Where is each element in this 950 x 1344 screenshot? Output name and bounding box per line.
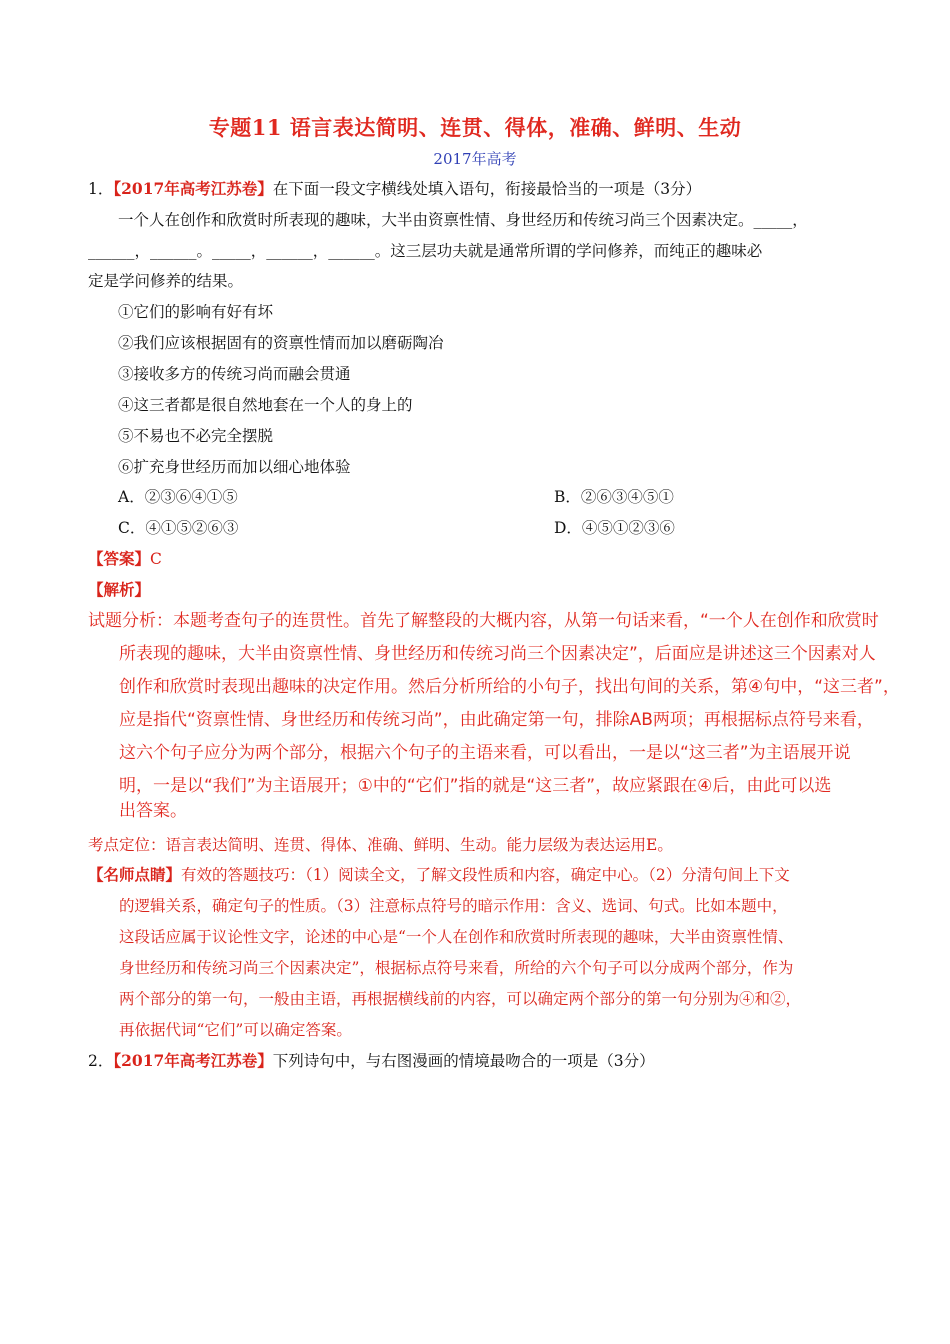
analysis-line: 所表现的趣味，大半由资禀性情、身世经历和传统习尚三个因素决定”，后面应是讲述这三个因素对人 (119, 644, 876, 664)
question-number: 2． (88, 1052, 114, 1070)
analysis-line: 试题分析：本题考查句子的连贯性。首先了解整段的大概内容，从第一句话来看，“一个人在创作和欣赏时 (88, 611, 879, 631)
list-item: ②我们应该根据固有的资禀性情而加以磨砺陶冶 (118, 334, 444, 352)
option-d: D．④⑤①②③⑥ (554, 519, 675, 537)
question-2-header (88, 1050, 655, 1072)
option-a: A．②③⑥④①⑤ (118, 488, 238, 506)
analysis-line: 出答案。 (119, 801, 187, 821)
tip-line: 这段话应属于议论性文字，论述的中心是“一个人在创作和欣赏时所表现的趣味，大半由资禀性情、 (119, 928, 794, 946)
question-source: 【2017年高考江苏卷】 (113, 1051, 273, 1070)
question-stem: 在下面一段文字横线处填入语句，衔接最恰当的一项是（3分） (272, 180, 702, 198)
passage-line: ______，______。_____，______，______。这三层功夫就是通常所谓的学问修养，而纯正的趣味必 (88, 242, 763, 260)
list-item: ⑥扩充身世经历而加以细心地体验 (118, 458, 351, 476)
analysis-label: 【解析】 (88, 580, 151, 599)
tip-line: 两个部分的第一句，一般由主语，再根据横线前的内容，可以确定两个部分的第一句分别为④和②， (119, 990, 802, 1008)
tip-line: 身世经历和传统习尚三个因素决定”，根据标点符号来看，所给的六个句子可以分成两个部分，作为 (119, 959, 794, 977)
tip-line: 再依据代词“它们”可以确定答案。 (119, 1021, 352, 1039)
analysis-line: 创作和欣赏时表现出趣味的决定作用。然后分析所给的小句子，找出句间的关系，第④句中，“这三者”， (119, 677, 900, 697)
list-item: ③接收多方的传统习尚而融会贯通 (118, 365, 351, 383)
list-item: ⑤不易也不必完全摆脱 (118, 427, 274, 445)
passage-line: 定是学问修养的结果。 (88, 272, 244, 290)
question-number: 1． (88, 180, 114, 198)
tip-line (88, 864, 790, 886)
question-1-header (88, 178, 701, 200)
passage-line: 一个人在创作和欣赏时所表现的趣味，大半由资禀性情、身世经历和传统习尚三个因素决定。_____， (118, 211, 808, 229)
tip-text: 有效的答题技巧：（1）阅读全文，了解文段性质和内容，确定中心。（2）分清句间上下文 (181, 866, 790, 884)
page-title: 专题11 语言表达简明、连贯、得体，准确、鲜明、生动 (208, 115, 742, 140)
option-b: B．②⑥③④⑤① (554, 488, 674, 506)
kaodian-line: 考点定位：语言表达简明、连贯、得体、准确、鲜明、生动。能力层级为表达运用E。 (88, 836, 673, 854)
analysis-line: 应是指代“资禀性情、身世经历和传统习尚”，由此确定第一句，排除AB两项；再根据标点符号来看， (119, 710, 874, 730)
list-item: ④这三者都是很自然地套在一个人的身上的 (118, 396, 413, 414)
question-source: 【2017年高考江苏卷】 (113, 179, 273, 198)
tip-line: 的逻辑关系，确定句子的性质。（3）注意标点符号的暗示作用：含义、选词、句式。比如本题中， (119, 897, 788, 915)
tip-label: 【名师点睛】 (88, 865, 182, 884)
analysis-line: 这六个句子应分为两个部分，根据六个句子的主语来看，可以看出，一是以“这三者”为主语展开说 (119, 743, 851, 763)
analysis-line: 明，一是以“我们”为主语展开；①中的“它们”指的就是“这三者”，故应紧跟在④后，由此可以选 (119, 776, 832, 796)
answer-label: 【答案】 (88, 549, 151, 568)
answer-value: C (150, 550, 162, 568)
option-c: C．④①⑤②⑥③ (118, 519, 239, 537)
list-item: ①它们的影响有好有坏 (118, 303, 274, 321)
answer (88, 548, 162, 570)
page-subtitle: 2017年高考 (433, 150, 517, 168)
question-stem: 下列诗句中，与右图漫画的情境最吻合的一项是（3分） (272, 1052, 655, 1070)
